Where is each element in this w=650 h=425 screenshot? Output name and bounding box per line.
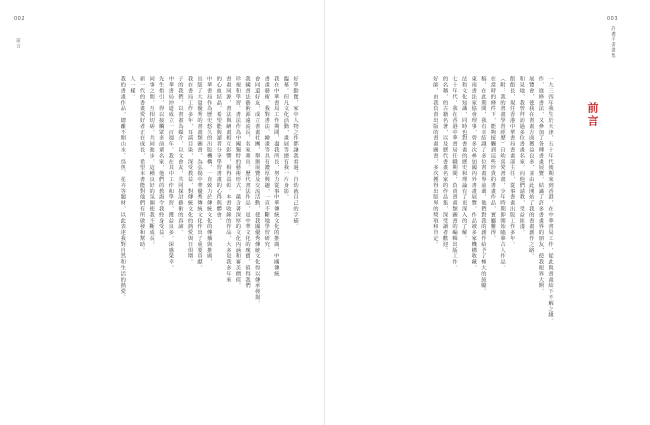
chapter-title: 前言 xyxy=(586,102,599,128)
left-running-head: 前言 xyxy=(15,38,21,49)
left-page-number: 002 xyxy=(14,16,26,22)
right-page-number: 003 xyxy=(607,16,619,22)
left-body-text: 好學勤奮，家中人物之作都讓我看過，自幼就自己的字描。 臨摹。但凡文化活動，畫展等總有我一片身影。 我在中華書局工作期間，盡我所長，努力從事中華傳統文化的推廣，中國傳統 書畫藝術，我對書法、繪畫等具有濃厚興趣，一直不斷地學習研究。 會同道好友，成立書畫社團，舉辦展覽及交流活動，使我國優秀傳統文化得以傳承發揚。 我國書法藝術源遠流長，名家輩出。歷代書法作品，是中華文化的瑰寶，值得我們 珍視和學習。書法作為中國獨特的藝術形式，蘊含著深厚的文化內涵和審美價值。 書畫同源，書法與繪畫相互影響，相得益彰。本書收錄的作品，大多是我多年來 的心血結晶，希望能與讀者分享學習書畫的心得與體會。 中華書局作為歷史悠久的出版機構，一直致力於傳統文化的傳播與推廣， 出版了大量優秀的書畫類圖書，為弘揚中華優秀傳統文化作出了重要貢獻。 我在書局工作多年，耳濡目染，深受教益，對傳統文化的熱愛與日俱增。 子的我們，以書畫為媒介，以文會友，共同探討藝術的真諦。 中華書局沖道成立一百週年，我在其中工作和學習，獲益良多，深感榮幸。 先生指引，得以接觸眾多前輩名家，他們的教誨令我終身受益。 同事之間，互相切磋，共同進步，這種良好的氛圍使我不斷成長。 新一代的書畫愛好者正在成長，希望本書能對他們有所啟發和幫助。 人一樣。 我的書畫作品，總離不開山水、鳥魚、花卉等題材，以此表達我對自然和生活的熱愛。 xyxy=(119,76,298,307)
right-running-head: 許禮平書畫集 xyxy=(610,26,616,59)
right-page xyxy=(325,0,650,425)
right-body-text: 一九三四年我生於天津，五十年代後期來到香港，在中華書局工作，從此與書畫結下不解之緣。 作，進修書法，又參加了各種書畫展覽，結識了許多書畫界的朋友，使我眼界大開。 展覽會，使我在書畫方面獲益良多，並由此開始了我的書畫創作之路。 和見地，我曾拜訪過多位書畫名家，向他們請教，受益匪淺。 館館長，現任香港中華書局書畫部主任，從事書畫出版工作多年。 （附：我的書畫學習經歷）自幼喜愛書畫，少年時期即開始臨摹古人作品。 在當時的條件下，能夠接觸到這些珍貴的書畫作品，實屬難得。 稿，在此期間，我有幸結識了多位書畫界前輩，他們對我的創作給予了極大的鼓勵。 東南書法家協會理事，曾多次參加國內外書畫展覽，作品被多家機構收藏。 法和文化知識，同時也對書畫的歷史和理論有了更深入的了解。 七十年代，我在香港中華書局任職期間，負責書畫類圖書的編輯出版工作。 的名稱，的古籍名著，以及歷代書畫名家的作品集，深受讀者歡迎。 好師，由我負責出版的書畫圖書，多次獲得出版界的獎項和肯定。 xyxy=(431,76,553,324)
